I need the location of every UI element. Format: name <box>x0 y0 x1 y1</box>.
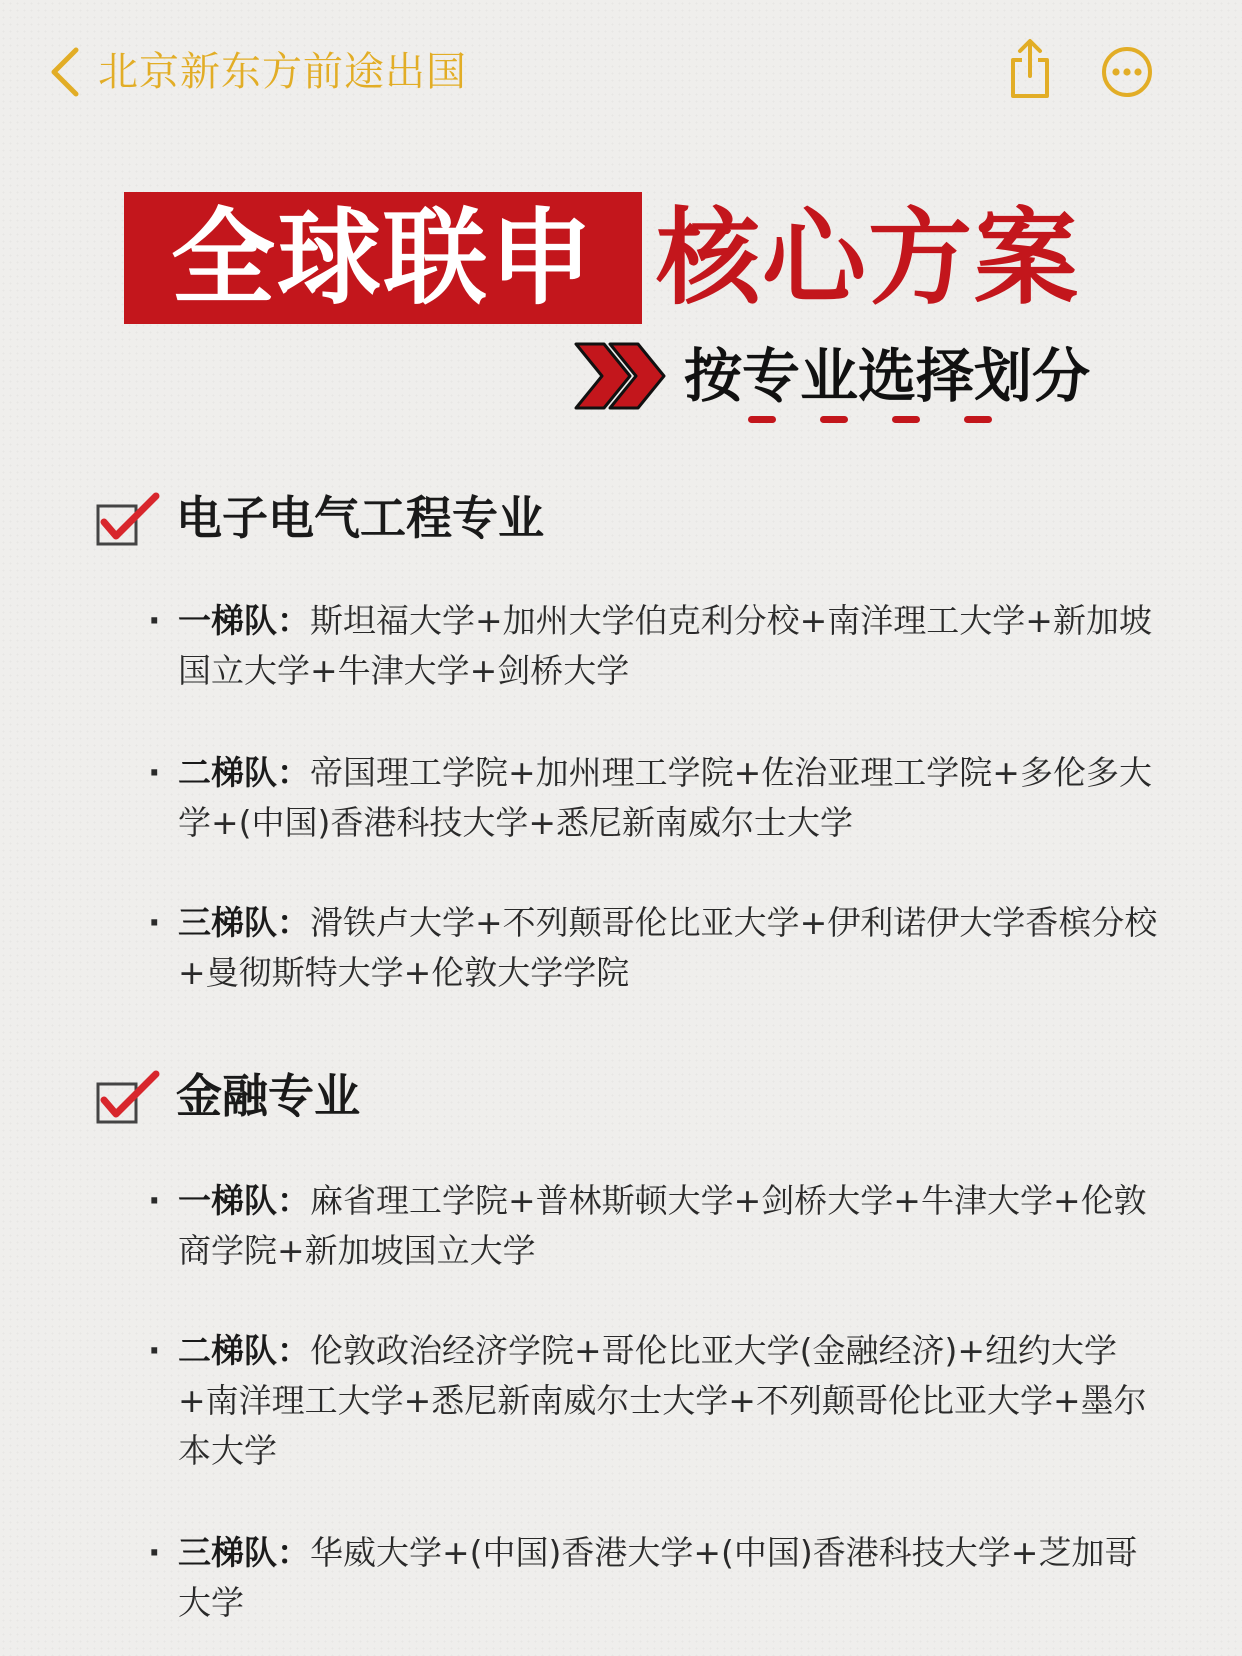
tier-label: 三梯队： <box>178 1533 310 1572</box>
section-title: 金融专业 <box>176 1069 360 1123</box>
tier-label: 一梯队： <box>178 601 310 640</box>
checkbox-checked-icon <box>96 492 160 548</box>
underline-dash <box>820 416 848 423</box>
tier-item <box>148 1326 1158 1476</box>
tier-item <box>148 898 1158 998</box>
tier-text: 伦敦政治经济学院+哥伦比亚大学(金融经济)+纽约大学+南洋理工大学+悉尼新南威尔士大学+不列颠哥伦比亚大学+墨尔本大学 <box>178 1331 1147 1470</box>
tier-label: 三梯队： <box>178 903 310 942</box>
bullet: · <box>148 753 161 792</box>
underline-dash <box>892 416 920 423</box>
headline-right: 核心方案 <box>656 197 1081 319</box>
tier-label: 二梯队： <box>178 1331 310 1370</box>
underline-dash <box>964 416 992 423</box>
tier-text: 斯坦福大学+加州大学伯克利分校+南洋理工大学+新加坡国立大学+牛津大学+剑桥大学 <box>178 601 1152 690</box>
checkbox-checked-icon <box>96 1070 160 1126</box>
tier-text: 滑铁卢大学+不列颠哥伦比亚大学+伊利诺伊大学香槟分校+曼彻斯特大学+伦敦大学学院 <box>178 903 1158 992</box>
subtitle: 按专业选择划分 <box>684 342 1091 410</box>
bullet: · <box>148 1533 161 1572</box>
tier-label: 二梯队： <box>178 753 310 792</box>
bullet: · <box>148 1181 161 1220</box>
top-nav-bar <box>0 0 1242 140</box>
bullet: · <box>148 903 161 942</box>
headline-left: 全球联申 <box>170 197 595 319</box>
tier-item <box>148 748 1158 848</box>
tier-text: 华威大学+(中国)香港大学+(中国)香港科技大学+芝加哥大学 <box>178 1533 1138 1622</box>
account-title[interactable]: 北京新东方前途出国 <box>98 49 467 95</box>
chevron-left-icon[interactable] <box>46 46 86 98</box>
share-icon[interactable] <box>1007 38 1053 100</box>
bullet: · <box>148 601 161 640</box>
tier-text: 帝国理工学院+加州理工学院+佐治亚理工学院+多伦多大学+(中国)香港科技大学+悉尼新南威尔士大学 <box>178 753 1152 842</box>
tier-item <box>148 1528 1158 1628</box>
underline-dash <box>748 416 776 423</box>
tier-text: 麻省理工学院+普林斯顿大学+剑桥大学+牛津大学+伦敦商学院+新加坡国立大学 <box>178 1181 1147 1270</box>
section-title: 电子电气工程专业 <box>176 491 544 545</box>
more-icon[interactable] <box>1101 46 1153 98</box>
tier-item <box>148 1176 1158 1276</box>
bullet: · <box>148 1331 161 1370</box>
tier-item <box>148 596 1158 696</box>
double-chevron-icon <box>574 340 674 412</box>
tier-label: 一梯队： <box>178 1181 310 1220</box>
